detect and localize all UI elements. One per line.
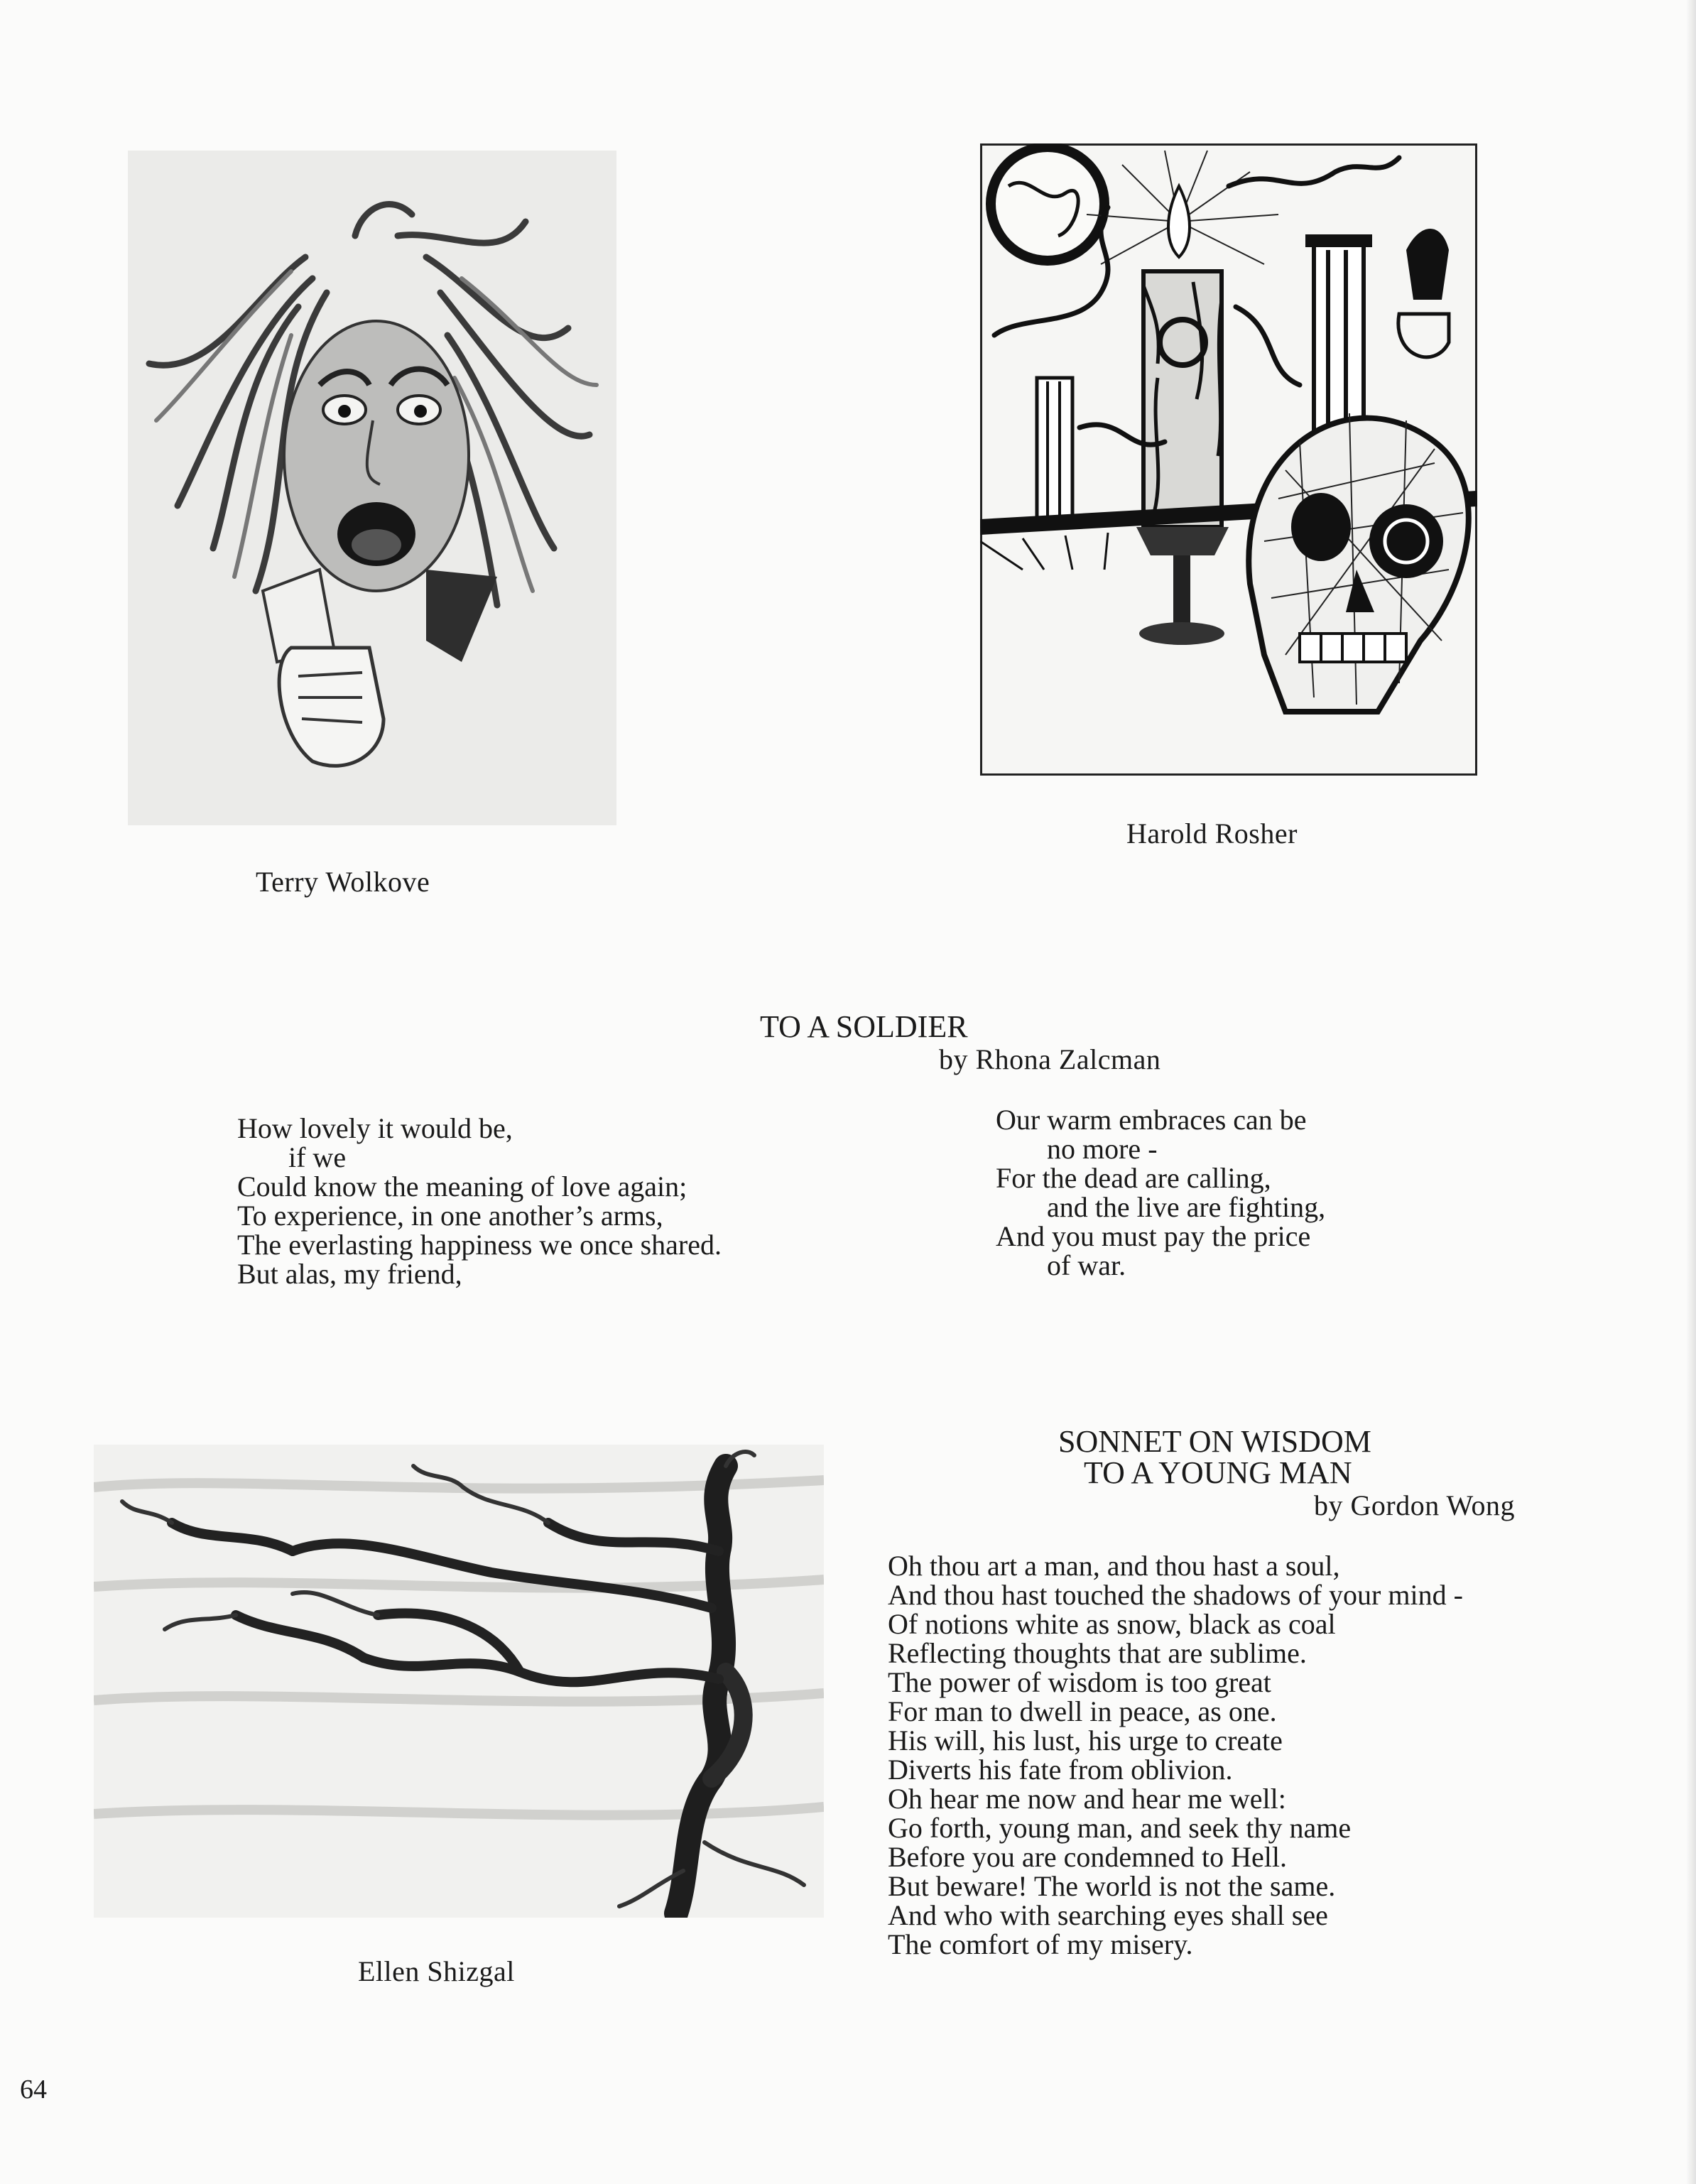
artwork-caption-portrait: Terry Wolkove [256, 866, 430, 898]
poem-line: if we [288, 1141, 347, 1173]
poem-line: The power of wisdom is too great [888, 1666, 1271, 1698]
page-edge-shadow [1686, 0, 1696, 2184]
artwork-candle [980, 143, 1477, 776]
poem-line: But alas, my friend, [237, 1258, 462, 1290]
poem1-byline: by Rhona Zalcman [939, 1043, 1161, 1075]
poem2-title-line2: TO A YOUNG MAN [1084, 1455, 1352, 1490]
poem-line: For the dead are calling, [996, 1162, 1271, 1194]
poem-line: And who with searching eyes shall see [888, 1899, 1328, 1931]
poem-line: To experience, in one another’s arms, [237, 1200, 663, 1232]
poem-line: The everlasting happiness we once shared. [237, 1229, 722, 1261]
poem-line: Our warm embraces can be [996, 1104, 1307, 1136]
poem2-title-line1: SONNET ON WISDOM [1058, 1424, 1371, 1459]
poem-line: no more - [1047, 1133, 1158, 1165]
poem2-stanza [888, 1551, 1463, 1959]
caricature-portrait-icon [128, 151, 616, 825]
gnarled-tree-icon [94, 1445, 824, 1918]
poem-line: and the live are fighting, [1047, 1191, 1326, 1223]
poem1-right-stanza [996, 1105, 1325, 1280]
poem-line: And you must pay the price [996, 1220, 1311, 1252]
poem-line: of war. [1047, 1249, 1126, 1281]
candle-skull-icon [980, 143, 1477, 776]
poem-line: Diverts his fate from oblivion. [888, 1754, 1233, 1786]
artwork-tree [94, 1445, 824, 1918]
poem-line: And thou hast touched the shadows of your mind - [888, 1579, 1463, 1611]
poem-line: How lovely it would be, [237, 1112, 513, 1144]
poem-line: For man to dwell in peace, as one. [888, 1695, 1277, 1727]
poem-line: Could know the meaning of love again; [237, 1170, 687, 1202]
artwork-portrait [128, 151, 616, 825]
poem-line: Oh hear me now and hear me well: [888, 1783, 1286, 1815]
poem2-byline: by Gordon Wong [1314, 1489, 1516, 1521]
poem1-left-stanza [237, 1114, 722, 1288]
page-number: 64 [20, 2075, 47, 2104]
poem-line: Before you are condemned to Hell. [888, 1841, 1288, 1873]
poem-line: Of notions white as snow, black as coal [888, 1608, 1336, 1640]
artwork-caption-candle: Harold Rosher [1126, 817, 1298, 849]
poem1-title: TO A SOLDIER [760, 1009, 968, 1044]
poem-line: But beware! The world is not the same. [888, 1870, 1336, 1902]
poem-line: His will, his lust, his urge to create [888, 1724, 1283, 1756]
poem-line: Oh thou art a man, and thou hast a soul, [888, 1550, 1340, 1582]
poem-line: Go forth, young man, and seek thy name [888, 1812, 1352, 1844]
poem-line: The comfort of my misery. [888, 1928, 1193, 1960]
poem-line: Reflecting thoughts that are sublime. [888, 1637, 1307, 1669]
artwork-caption-tree: Ellen Shizgal [358, 1955, 515, 1987]
